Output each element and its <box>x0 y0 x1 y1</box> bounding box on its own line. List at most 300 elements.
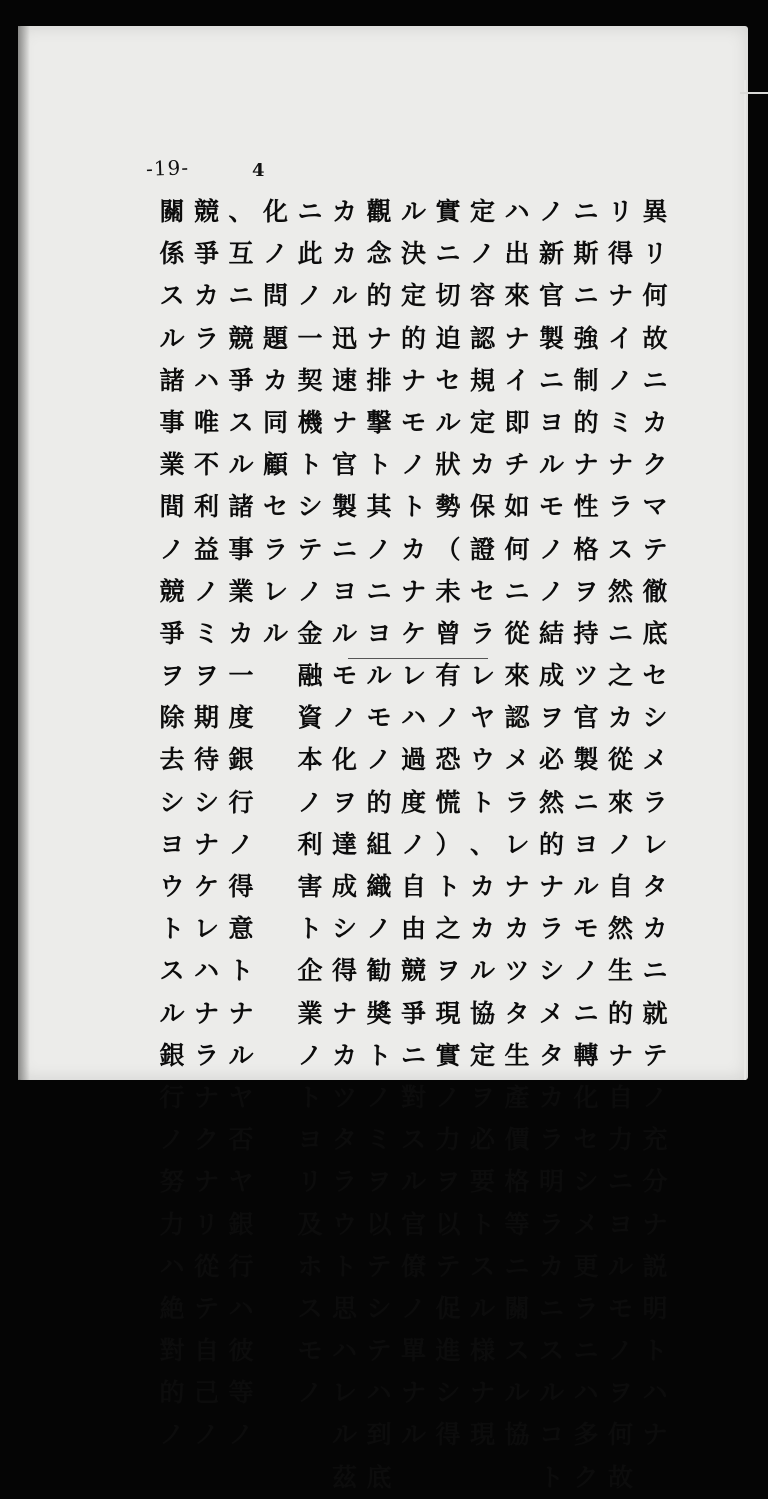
character: ラ <box>469 618 495 648</box>
character: 一 <box>228 661 254 691</box>
character: ニ <box>573 998 599 1028</box>
character: 慌 <box>435 787 461 817</box>
character: ノ <box>228 829 254 859</box>
character: 得 <box>435 1420 461 1450</box>
character: ト <box>435 872 461 901</box>
character: 題 <box>262 323 288 353</box>
character: 勢 <box>435 492 461 522</box>
character: ナ <box>642 1420 668 1450</box>
character: チ <box>504 450 530 480</box>
character: 顧 <box>262 450 288 480</box>
character: 得 <box>607 239 633 269</box>
character: ル <box>573 872 599 901</box>
character: 明 <box>642 1293 668 1323</box>
character: 到 <box>366 1420 392 1450</box>
character: ミ <box>366 1125 392 1155</box>
character: ト <box>642 1336 668 1366</box>
character: ラ <box>193 323 219 353</box>
character: 來 <box>504 281 530 311</box>
character: ル <box>504 1378 530 1408</box>
character: ル <box>400 197 426 226</box>
character: ノ <box>331 703 357 733</box>
edge-tick-mark <box>740 92 768 94</box>
character: テ <box>435 1251 461 1281</box>
character: ル <box>538 450 564 480</box>
character: シ <box>573 1167 599 1197</box>
character: ナ <box>228 998 254 1028</box>
character: ノ <box>642 1082 668 1112</box>
character: 格 <box>504 1167 530 1197</box>
character: ナ <box>331 998 357 1028</box>
text-column <box>500 191 534 1457</box>
character: 製 <box>331 492 357 522</box>
character: ル <box>331 281 357 311</box>
character: ラ <box>538 1209 564 1239</box>
character: ル <box>228 450 254 480</box>
character: 產 <box>504 1082 530 1112</box>
character: ヨ <box>607 1209 633 1239</box>
character: 自 <box>193 1336 219 1366</box>
character: 行 <box>228 1251 254 1281</box>
character: ヤ <box>228 1082 254 1112</box>
text-column <box>431 191 465 1457</box>
character: 恐 <box>435 745 461 775</box>
character: 製 <box>573 745 599 775</box>
character: ノ <box>607 365 633 395</box>
character: 力 <box>607 1125 633 1155</box>
character: ヨ <box>538 407 564 437</box>
character: ニ <box>573 787 599 817</box>
character: ノ <box>159 534 185 564</box>
character: ノ <box>435 703 461 733</box>
text-column <box>535 191 569 1499</box>
character: 茲 <box>331 1462 357 1492</box>
character: 定 <box>469 407 495 437</box>
character: 從 <box>504 618 530 648</box>
character: ル <box>262 618 288 648</box>
character: ヤ <box>228 1167 254 1197</box>
character: テ <box>193 1293 219 1323</box>
character: セ <box>435 365 461 395</box>
character: 待 <box>193 745 219 775</box>
character: 從 <box>607 745 633 775</box>
character: 生 <box>504 1040 530 1070</box>
character: ノ <box>262 239 288 269</box>
character: ラ <box>193 1040 219 1070</box>
character: ル <box>607 1251 633 1281</box>
character: 努 <box>159 1167 185 1197</box>
character: ト <box>297 914 323 944</box>
page-number: -19- <box>145 155 190 181</box>
character: 現 <box>435 998 461 1028</box>
character: 斯 <box>573 239 599 269</box>
character: マ <box>642 492 668 522</box>
character: 曾 <box>435 618 461 648</box>
character: 官 <box>331 450 357 480</box>
character: 爭 <box>400 998 426 1028</box>
character: ト <box>400 492 426 522</box>
character: カ <box>538 1251 564 1281</box>
character: 底 <box>366 1462 392 1492</box>
character: 官 <box>573 703 599 733</box>
character: 持 <box>573 618 599 648</box>
character: 本 <box>297 745 323 775</box>
character: ル <box>331 1420 357 1450</box>
character: ミ <box>193 618 219 648</box>
character: ノ <box>469 239 495 269</box>
character: ラ <box>538 914 564 944</box>
character: 制 <box>573 365 599 395</box>
character: 勧 <box>366 956 392 986</box>
character: ル <box>159 323 185 353</box>
character: 説 <box>642 1251 668 1281</box>
character: 競 <box>228 323 254 353</box>
character: ハ <box>504 197 530 226</box>
character: ク <box>193 1125 219 1155</box>
character: コ <box>538 1420 564 1450</box>
character: ノ <box>297 1040 323 1070</box>
character: ノ <box>366 534 392 564</box>
character: 自 <box>607 1082 633 1112</box>
character: 期 <box>193 703 219 733</box>
character: 様 <box>469 1336 495 1366</box>
character: ノ <box>297 576 323 606</box>
character: ナ <box>193 1167 219 1197</box>
character: 思 <box>331 1293 357 1323</box>
character: 金 <box>297 618 323 648</box>
character: 得 <box>331 956 357 986</box>
character: ラ <box>504 787 530 817</box>
text-column <box>328 191 362 1499</box>
text-column <box>466 191 500 1457</box>
character: ニ <box>228 281 254 311</box>
character: 結 <box>538 618 564 648</box>
character: ナ <box>400 576 426 606</box>
text-column <box>569 191 603 1499</box>
character: ツ <box>331 1082 357 1112</box>
character: ス <box>504 1336 530 1366</box>
character: 何 <box>504 534 530 564</box>
character: ヲ <box>193 661 219 691</box>
character: 銀 <box>159 1040 185 1070</box>
character: シ <box>193 787 219 817</box>
character: ナ <box>607 1040 633 1070</box>
character: 之 <box>435 914 461 944</box>
character: セ <box>262 492 288 522</box>
character: ク <box>642 450 668 480</box>
character: シ <box>331 914 357 944</box>
character: ニ <box>538 365 564 395</box>
character: ヨ <box>573 829 599 859</box>
character: 度 <box>228 703 254 733</box>
character: ラ <box>573 1293 599 1323</box>
character: 僚 <box>400 1251 426 1281</box>
character: 迅 <box>331 323 357 353</box>
character: ウ <box>159 872 185 901</box>
character: リ <box>642 239 668 269</box>
character: ヲ <box>469 1082 495 1112</box>
character: 爭 <box>159 618 185 648</box>
character: ナ <box>607 281 633 311</box>
character: ナ <box>366 323 392 353</box>
character: 的 <box>607 998 633 1028</box>
character: 的 <box>400 323 426 353</box>
text-column <box>397 191 431 1457</box>
character: ニ <box>607 1167 633 1197</box>
character: 狀 <box>435 450 461 480</box>
character: 格 <box>573 534 599 564</box>
character: ノ <box>159 1125 185 1155</box>
character: ハ <box>159 1251 185 1281</box>
character: 轉 <box>573 1040 599 1070</box>
character: カ <box>469 872 495 901</box>
character: 的 <box>366 787 392 817</box>
character: ル <box>469 956 495 986</box>
character: 絶 <box>159 1293 185 1323</box>
character: イ <box>607 323 633 353</box>
character: 從 <box>193 1251 219 1281</box>
character: ノ <box>297 787 323 817</box>
character: 力 <box>435 1125 461 1155</box>
character: ナ <box>193 829 219 859</box>
character: シ <box>366 1293 392 1323</box>
character: ヲ <box>435 956 461 986</box>
character: ミ <box>607 407 633 437</box>
character: ニ <box>642 956 668 986</box>
character: 的 <box>366 281 392 311</box>
character: カ <box>228 618 254 648</box>
character: 強 <box>573 323 599 353</box>
character: 要 <box>469 1167 495 1197</box>
character: タ <box>331 1125 357 1155</box>
character: 行 <box>228 787 254 817</box>
character: 來 <box>504 661 530 691</box>
character: メ <box>504 745 530 775</box>
character: 異 <box>642 197 668 226</box>
character: 行 <box>159 1082 185 1112</box>
character: ノ <box>400 450 426 480</box>
character: タ <box>538 1040 564 1070</box>
character: ヨ <box>366 618 392 648</box>
character: シ <box>297 492 323 522</box>
character: ヲ <box>538 703 564 733</box>
character: ニ <box>642 365 668 395</box>
text-column <box>293 191 327 1414</box>
character: ニ <box>504 1251 530 1281</box>
character: ニ <box>573 1336 599 1366</box>
character: 觀 <box>366 197 392 226</box>
character: テ <box>366 1336 392 1366</box>
character: 進 <box>435 1336 461 1366</box>
character: 去 <box>159 745 185 775</box>
character: タ <box>642 872 668 901</box>
character: モ <box>538 492 564 522</box>
character: 何 <box>642 281 668 311</box>
character: 自 <box>400 872 426 901</box>
character: ノ <box>193 1420 219 1450</box>
character: 迫 <box>435 323 461 353</box>
character: 達 <box>331 829 357 859</box>
character: モ <box>400 407 426 437</box>
paragraph-number: 4 <box>252 160 265 181</box>
character: ノ <box>607 829 633 859</box>
character: 以 <box>435 1209 461 1239</box>
character: モ <box>297 1336 323 1366</box>
character: 融 <box>297 661 323 691</box>
character: 織 <box>366 872 392 901</box>
character: ト <box>538 1462 564 1492</box>
character: ヨ <box>159 829 185 859</box>
text-column <box>259 191 293 655</box>
character: ノ <box>159 1420 185 1450</box>
character: ） <box>435 829 461 859</box>
character: ト <box>228 956 254 986</box>
character: 彼 <box>228 1336 254 1366</box>
character: モ <box>607 1293 633 1323</box>
character: 對 <box>159 1336 185 1366</box>
character: 必 <box>538 745 564 775</box>
character: 來 <box>607 787 633 817</box>
character: ト <box>297 1082 323 1112</box>
character: モ <box>331 661 357 691</box>
character: カ <box>607 703 633 733</box>
character: ナ <box>538 872 564 901</box>
character: ナ <box>573 450 599 480</box>
character: 之 <box>607 661 633 691</box>
character: ノ <box>297 1378 323 1408</box>
character: 化 <box>262 197 288 226</box>
character: 奬 <box>366 998 392 1028</box>
character: ス <box>228 407 254 437</box>
character: カ <box>538 1082 564 1112</box>
character: ト <box>366 450 392 480</box>
character: セ <box>469 576 495 606</box>
character: ル <box>469 1293 495 1323</box>
character: メ <box>538 998 564 1028</box>
character: カ <box>193 281 219 311</box>
character: 契 <box>297 365 323 395</box>
character: 官 <box>400 1209 426 1239</box>
character: 此 <box>297 239 323 269</box>
character: ケ <box>193 872 219 901</box>
character: 規 <box>469 365 495 395</box>
character: ノ <box>366 914 392 944</box>
character: 徹 <box>642 576 668 606</box>
character: 未 <box>435 576 461 606</box>
character: 念 <box>366 239 392 269</box>
character: ニ <box>331 534 357 564</box>
character: カ <box>504 914 530 944</box>
character: ナ <box>400 365 426 395</box>
character: 現 <box>469 1420 495 1450</box>
character: 定 <box>400 281 426 311</box>
character: リ <box>607 197 633 226</box>
character: 定 <box>469 1040 495 1070</box>
character: ス <box>297 1293 323 1323</box>
character: 益 <box>193 534 219 564</box>
character: 爭 <box>193 239 219 269</box>
character: タ <box>504 998 530 1028</box>
character: 對 <box>400 1082 426 1112</box>
character: ヲ <box>159 661 185 691</box>
character: 製 <box>538 323 564 353</box>
character: 協 <box>504 1420 530 1450</box>
character: 業 <box>297 998 323 1028</box>
character: 協 <box>469 998 495 1028</box>
character: 由 <box>400 914 426 944</box>
character: カ <box>262 365 288 395</box>
character: ナ <box>504 872 530 901</box>
character: 故 <box>607 1462 633 1492</box>
character: 底 <box>642 618 668 648</box>
character: 度 <box>400 787 426 817</box>
character: ト <box>469 787 495 817</box>
character: 關 <box>159 197 185 226</box>
character: 撃 <box>366 407 392 437</box>
character: ヲ <box>366 1167 392 1197</box>
character: ノ <box>400 1293 426 1323</box>
character: レ <box>331 1378 357 1408</box>
character: ラ <box>538 1125 564 1155</box>
character: ニ <box>504 576 530 606</box>
character: （ <box>435 534 461 564</box>
character: 意 <box>228 914 254 944</box>
character: 諸 <box>159 365 185 395</box>
character: 速 <box>331 365 357 395</box>
character: ス <box>159 281 185 311</box>
character: ル <box>159 998 185 1028</box>
character: テ <box>642 1040 668 1070</box>
character: ト <box>366 1040 392 1070</box>
character: ノ <box>538 197 564 226</box>
character: ト <box>297 450 323 480</box>
character: レ <box>193 914 219 944</box>
character: ノ <box>400 829 426 859</box>
character: 證 <box>469 534 495 564</box>
character: 排 <box>366 365 392 395</box>
character: ル <box>400 1167 426 1197</box>
character: 實 <box>435 197 461 226</box>
character: ル <box>435 407 461 437</box>
character: 以 <box>366 1209 392 1239</box>
character: 何 <box>607 1420 633 1450</box>
character: カ <box>642 407 668 437</box>
character: ノ <box>538 576 564 606</box>
character: セ <box>642 661 668 691</box>
character: ル <box>538 1378 564 1408</box>
character: ナ <box>400 1378 426 1408</box>
character: 化 <box>331 745 357 775</box>
character: 機 <box>297 407 323 437</box>
character: ナ <box>607 450 633 480</box>
character: 不 <box>193 450 219 480</box>
character: 諸 <box>228 492 254 522</box>
character: 然 <box>607 914 633 944</box>
character: ル <box>228 1040 254 1070</box>
character: ス <box>607 534 633 564</box>
character: ノ <box>607 1336 633 1366</box>
character: 唯 <box>193 407 219 437</box>
character: ラ <box>331 1167 357 1197</box>
character: 切 <box>435 281 461 311</box>
character: ノ <box>193 576 219 606</box>
character: 有 <box>435 661 461 691</box>
character: 組 <box>366 829 392 859</box>
character: ツ <box>504 956 530 986</box>
character: シ <box>642 703 668 733</box>
character: ヲ <box>331 787 357 817</box>
character: 等 <box>504 1209 530 1239</box>
